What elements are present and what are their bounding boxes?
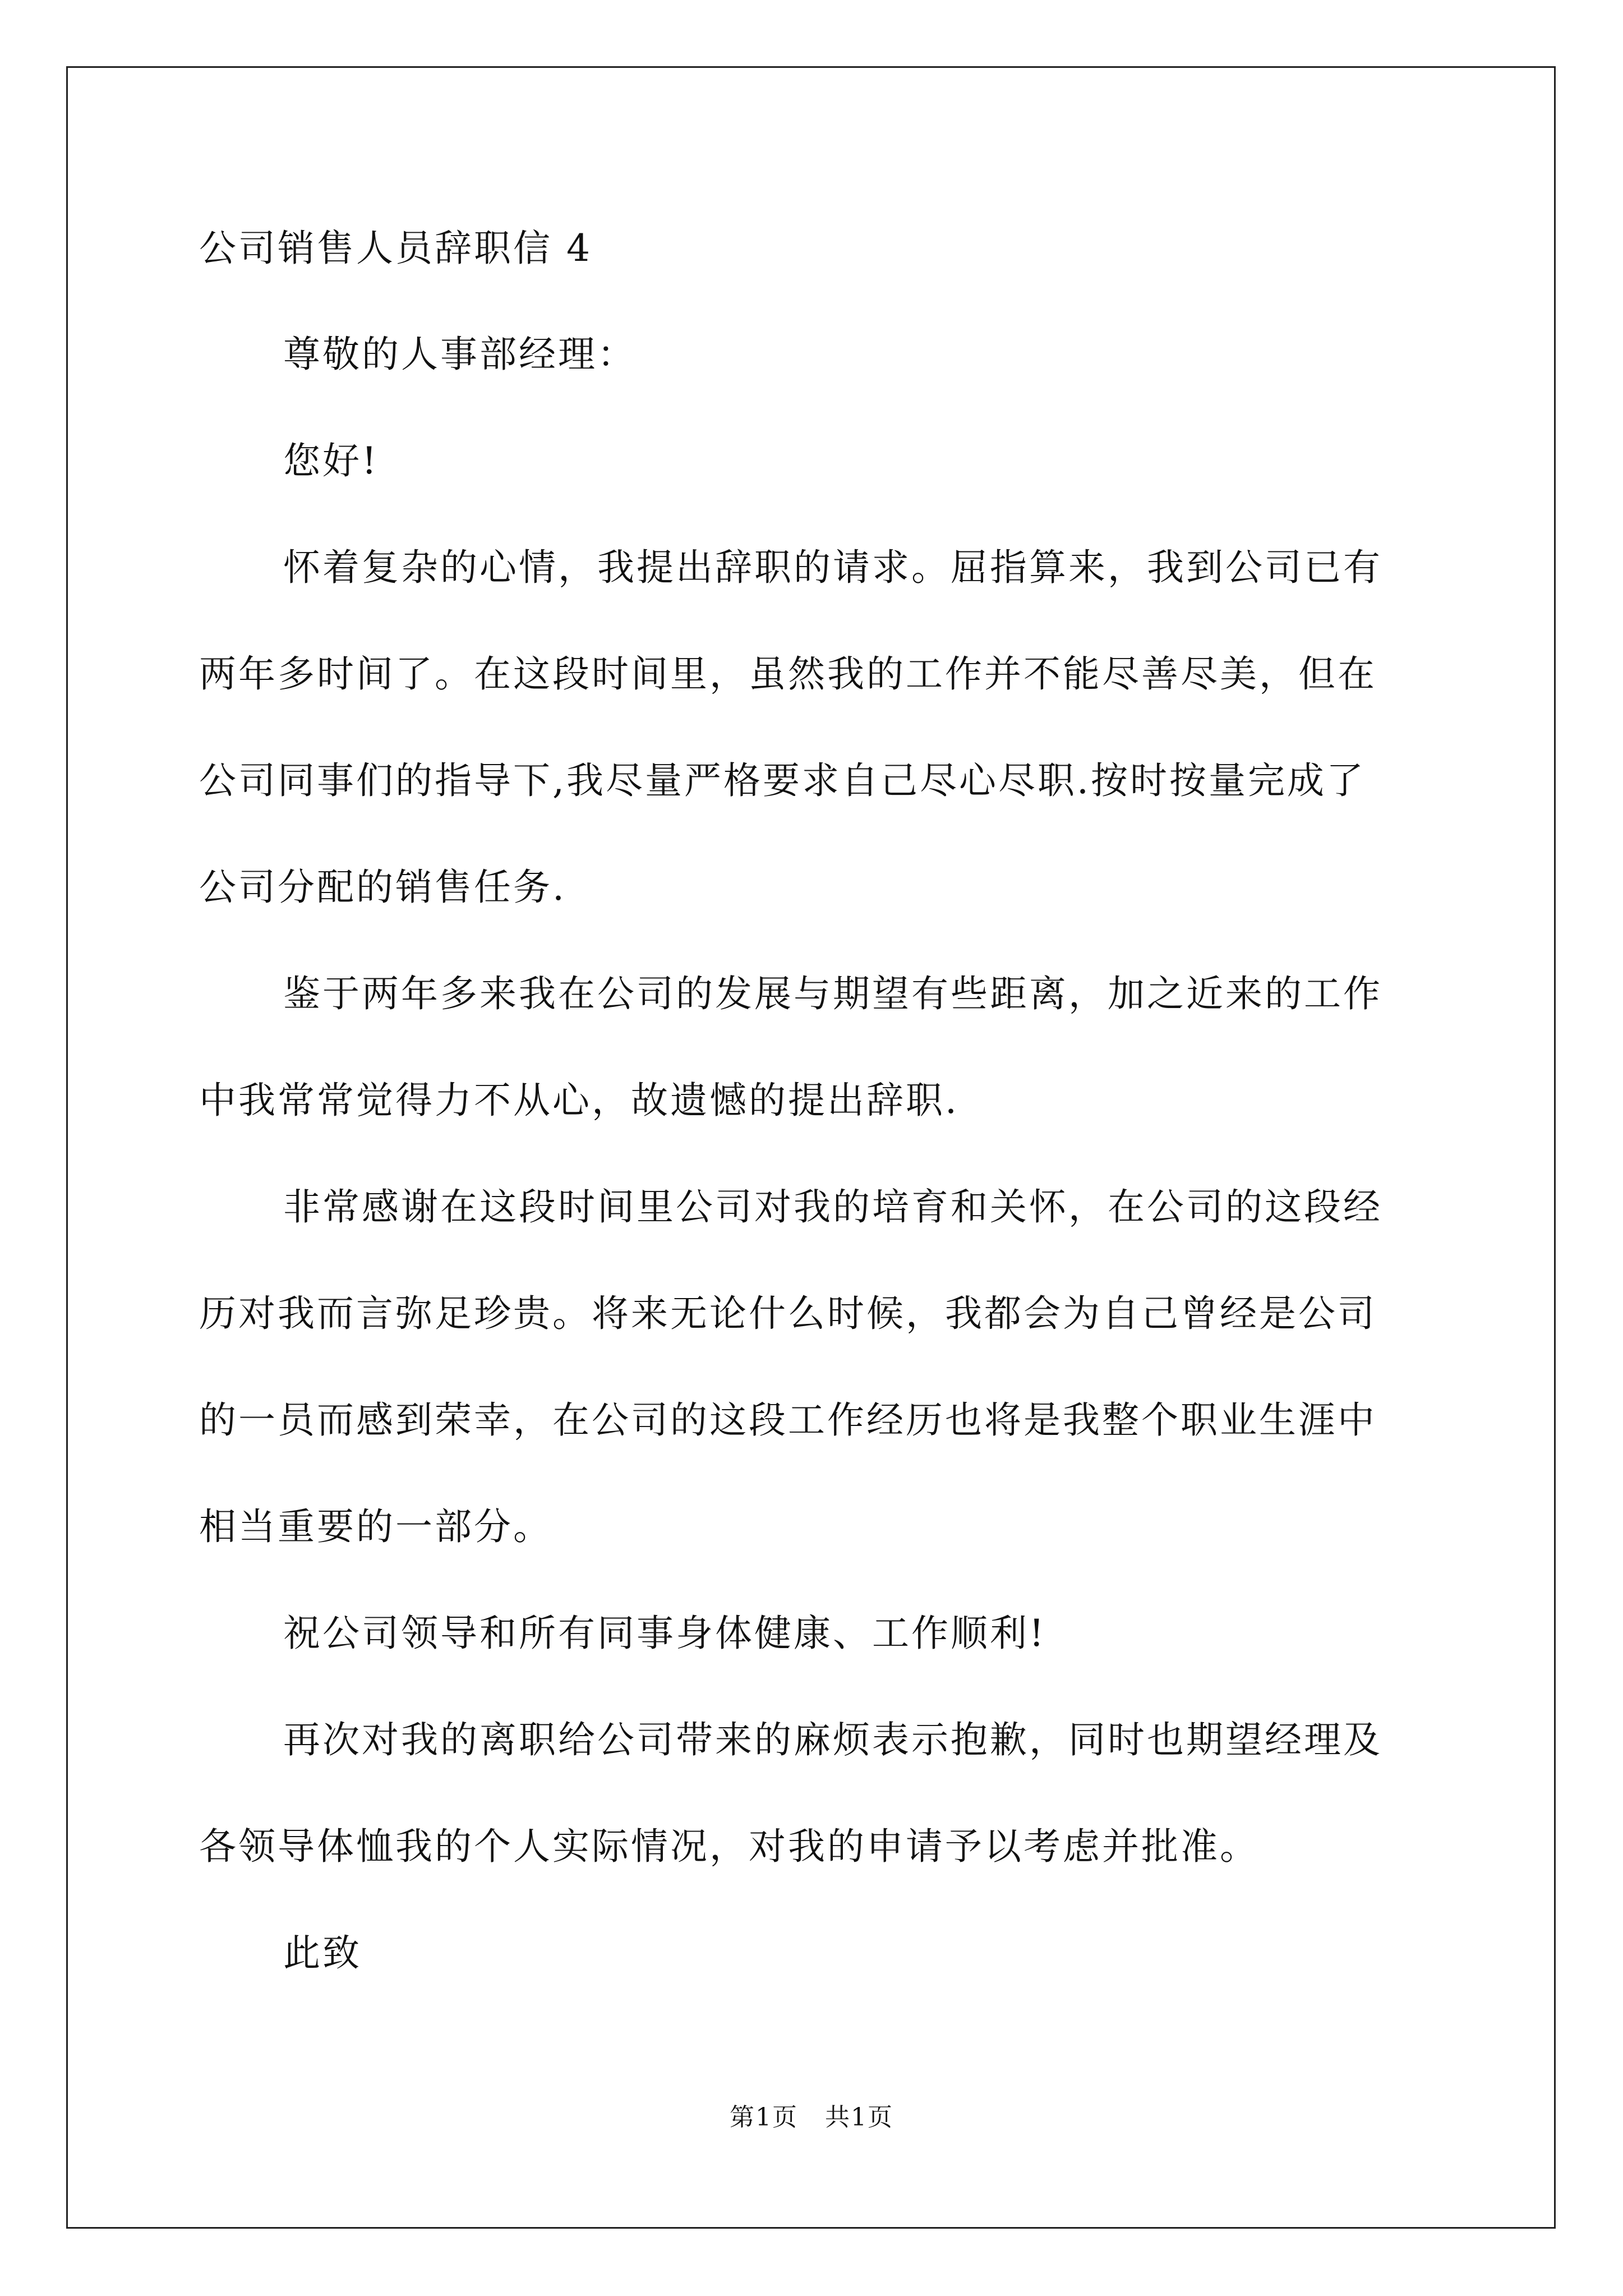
paragraph-1-line-2: 两年多时间了。在这段时间里，虽然我的工作并不能尽善尽美，但在 [199,652,1377,696]
paragraph-3-line-2: 历对我而言弥足珍贵。将来无论什么时候，我都会为自己曾经是公司 [199,1292,1377,1335]
page-border [66,66,1556,2229]
paragraph-5-line-1: 再次对我的离职给公司带来的麻烦表示抱歉，同时也期望经理及 [283,1718,1382,1761]
paragraph-5-line-2: 各领导体恤我的个人实际情况，对我的申请予以考虑并批准。 [199,1825,1259,1868]
paragraph-1-line-4: 公司分配的销售任务. [199,866,566,909]
paragraph-3-line-3: 的一员而感到荣幸，在公司的这段工作经历也将是我整个职业生涯中 [199,1398,1377,1442]
paragraph-4-line-1: 祝公司领导和所有同事身体健康、工作顺利! [283,1612,1046,1655]
paragraph-1-line-1: 怀着复杂的心情，我提出辞职的请求。屈指算来，我到公司已有 [283,546,1382,589]
paragraph-3-line-4: 相当重要的一部分。 [199,1505,552,1548]
paragraph-1-line-3: 公司同事们的指导下,我尽量严格要求自己尽心尽职.按时按量完成了 [199,759,1366,802]
paragraph-2-line-1: 鉴于两年多来我在公司的发展与期望有些距离，加之近来的工作 [283,972,1382,1015]
paragraph-2-line-2: 中我常常觉得力不从心，故遗憾的提出辞职. [199,1079,959,1122]
document-title: 公司销售人员辞职信 4 [199,227,592,270]
closing: 此致 [283,1931,362,1975]
paragraph-3-line-1: 非常感谢在这段时间里公司对我的培育和关怀，在公司的这段经 [283,1185,1382,1228]
greeting: 您好! [283,439,379,482]
page-footer: 第1页 共1页 [730,2103,893,2132]
salutation: 尊敬的人事部经理： [283,333,637,376]
